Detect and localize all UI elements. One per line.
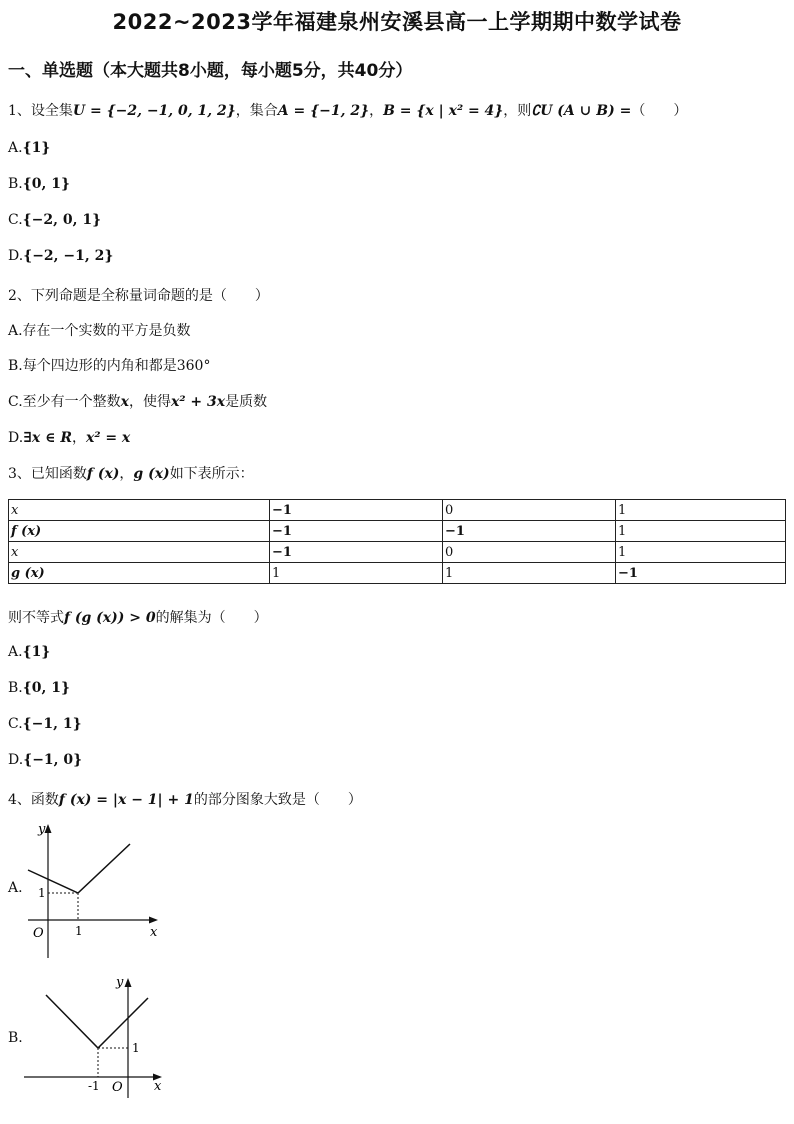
origin-label: O	[33, 926, 44, 941]
table-cell: 1	[270, 563, 443, 584]
table-cell: 1	[616, 500, 786, 521]
table-cell: 0	[443, 500, 616, 521]
y-axis-arrow-icon	[45, 824, 52, 833]
table-cell: f (x)	[9, 521, 270, 542]
question-2-stem: 2、下列命题是全称量词命题的是（ ）	[8, 288, 269, 304]
q2-option-d[interactable]: D.∃x ∈ R，x² = x	[8, 430, 131, 446]
q4-option-b-graph[interactable]	[20, 968, 170, 1108]
complement-expr: ∁U (A ∪ B) =	[531, 103, 632, 119]
table-cell: −1	[270, 521, 443, 542]
set-b: B = {x | x² = 4}	[383, 103, 504, 119]
page-title: 2022~2023学年福建泉州安溪县高一上学期期中数学试卷	[112, 10, 682, 34]
tick-label-y-1: 1	[132, 1041, 140, 1055]
origin-label: O	[112, 1080, 123, 1095]
table-row	[9, 563, 786, 584]
table-row	[9, 500, 786, 521]
tick-label-x-neg1: -1	[88, 1079, 100, 1093]
section-heading: 一、单选题（本大题共8小题，每小题5分，共40分）	[8, 61, 413, 81]
x-label: x	[154, 1079, 162, 1094]
question-3-stem: 3、已知函数f (x)，g (x)如下表所示：	[8, 466, 254, 482]
q3-option-d[interactable]: D.{−1, 0}	[8, 752, 83, 768]
question-3-inequality: 则不等式f (g (x)) > 0的解集为（ ）	[8, 610, 268, 626]
q3-option-b[interactable]: B.{0, 1}	[8, 680, 70, 696]
table-cell: x	[9, 542, 270, 563]
table-cell: −1	[443, 521, 616, 542]
tick-label-x-1: 1	[75, 924, 83, 938]
x-label: x	[150, 925, 158, 940]
y-label: y	[38, 822, 46, 837]
q4-option-a-graph[interactable]	[20, 820, 170, 965]
q1-option-d[interactable]: D.{−2, −1, 2}	[8, 248, 114, 264]
question-4-stem: 4、函数f (x) = |x − 1| + 1的部分图象大致是（ ）	[8, 792, 362, 808]
tick-label-y-1: 1	[38, 886, 46, 900]
set-u: U = {−2, −1, 0, 1, 2}	[72, 103, 236, 119]
table-cell: g (x)	[9, 563, 270, 584]
table-cell: 1	[616, 542, 786, 563]
q4-option-a-label[interactable]: A.	[8, 880, 23, 896]
q2-option-b[interactable]: B.每个四边形的内角和都是360°	[8, 358, 211, 374]
table-cell: 1	[616, 521, 786, 542]
table-cell: 0	[443, 542, 616, 563]
function-value-table	[8, 499, 786, 584]
x-axis-arrow-icon	[149, 917, 158, 924]
table-cell: −1	[616, 563, 786, 584]
table-row	[9, 542, 786, 563]
set-a: A = {−1, 2}	[277, 103, 370, 119]
q1-option-a[interactable]: A.{1}	[8, 140, 51, 156]
table-cell: 1	[443, 563, 616, 584]
q2-option-a[interactable]: A.存在一个实数的平方是负数	[8, 323, 191, 339]
q1-option-c[interactable]: C.{−2, 0, 1}	[8, 212, 102, 228]
table-cell: −1	[270, 500, 443, 521]
q3-option-c[interactable]: C.{−1, 1}	[8, 716, 82, 732]
y-axis-arrow-icon	[125, 978, 132, 987]
table-cell: x	[9, 500, 270, 521]
table-cell: −1	[270, 542, 443, 563]
table-row	[9, 521, 786, 542]
y-label: y	[116, 975, 124, 990]
q1-option-b[interactable]: B.{0, 1}	[8, 176, 70, 192]
q4-option-b-label[interactable]: B.	[8, 1030, 23, 1046]
q3-option-a[interactable]: A.{1}	[8, 644, 51, 660]
q2-option-c[interactable]: C.至少有一个整数x，使得x² + 3x是质数	[8, 394, 268, 410]
question-1-stem: 1、设全集U = {−2, −1, 0, 1, 2}，集合A = {−1, 2}，B = {x | x² = 4}，则∁U (A ∪ B) =（ ）	[8, 103, 688, 119]
